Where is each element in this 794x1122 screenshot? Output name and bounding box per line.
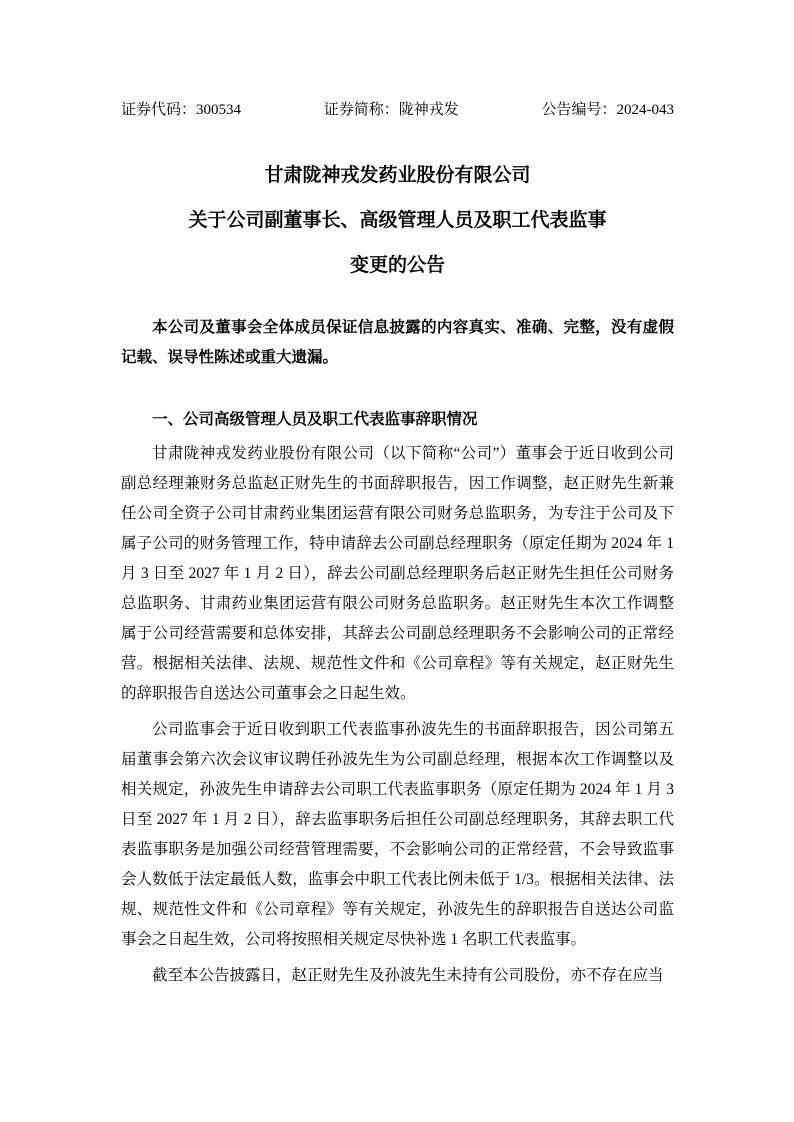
announcement-number-text: 公告编号：2024-043 <box>541 102 674 118</box>
stock-name-text: 证券简称：陇神戎发 <box>323 102 459 118</box>
title-line-2: 关于公司副董事长、高级管理人员及职工代表监事 <box>188 210 607 231</box>
section-1-heading: 一、公司高级管理人员及职工代表监事辞职情况 <box>152 411 478 428</box>
title-line-3: 变更的公告 <box>349 255 445 276</box>
disclosure-notice: 本公司及董事会全体成员保证信息披露的内容真实、准确、完整，没有虚假记载、误导性陈述或重大遗漏。 <box>121 319 674 366</box>
body-paragraph-2: 公司监事会于近日收到职工代表监事孙波先生的书面辞职报告，因公司第五届董事会第六次会议审议聘任孙波先生为公司副总经理，根据本次工作调整以及相关规定，孙波先生申请辞去公司职工代表监事职务（原定任期为 2024 年 1 月 3 日至 2027 年 1 月 2 日），辞去监事职务后担任公司副总经理职务，其辞去职工代表监事职务是加强公司经营管理需要，不会影响公司的正常经营，不会导致监事会人数低于法定最低人数，监事会中职工代表比例未低于 1/3。根据相关法律、法规、规范性文件和《公司章程》等有关规定，孙波先生的辞职报告自送达公司监事会之日起生效，公司将按照相关规定尽快补选 1 名职工代表监事。 <box>121 721 674 948</box>
body-paragraph-1: 甘肃陇神戎发药业股份有限公司（以下简称“公司”）董事会于近日收到公司副总经理兼财务总监赵正财先生的书面辞职报告，因工作调整，赵正财先生新兼任公司全资子公司甘肃药业集团运营有限公司财务总监职务，为专注于公司及下属子公司的财务管理工作，特申请辞去公司副总经理职务（原定任期为 2024 年 1 月 3 日至 2027 年 1 月 2 日），辞去公司副总经理职务后赵正财先生担任公司财务总监职务、甘肃药业集团运营有限公司财务总监职务。赵正财先生本次工作调整属于公司经营需要和总体安排，其辞去公司副总经理职务不会影响公司的正常经营。根据相关法律、法规、规范性文件和《公司章程》等有关规定，赵正财先生的辞职报告自送达公司董事会之日起生效。 <box>121 445 674 702</box>
stock-code-text: 证券代码：300534 <box>121 102 242 118</box>
header-row <box>121 101 674 120</box>
body-paragraph-3: 截至本公告披露日，赵正财先生及孙波先生未持有公司股份，亦不存在应当 <box>152 967 664 984</box>
page-content <box>121 0 674 997</box>
title-line-1: 甘肃陇神戎发药业股份有限公司 <box>264 165 531 186</box>
document-title <box>121 153 674 288</box>
